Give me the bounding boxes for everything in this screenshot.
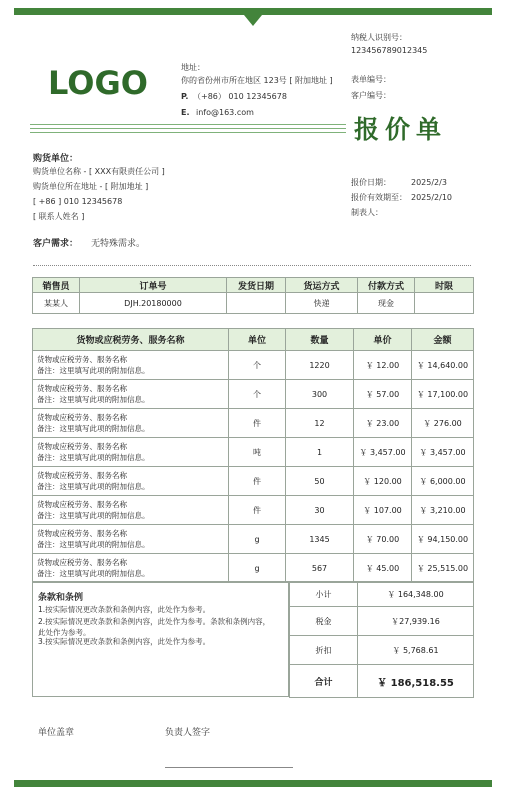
- order-header-ship-date: 发货日期: [227, 278, 286, 293]
- item-name: 货物或应税劳务、服务名称: [37, 500, 127, 509]
- item-price: ￥ 45.00: [354, 554, 412, 583]
- order-payment: 现金: [358, 293, 415, 314]
- order-term: [415, 293, 474, 314]
- maker-label: 制表人：: [351, 208, 383, 217]
- item-name: 货物或应税劳务、服务名称: [37, 355, 127, 364]
- order-header-term: 时限: [415, 278, 474, 293]
- item-unit: g: [229, 554, 286, 583]
- item-note: 备注：这里填写此项的附加信息。: [37, 424, 150, 433]
- item-qty: 1: [286, 438, 354, 467]
- order-salesperson: 某某人: [33, 293, 80, 314]
- items-header-unit: 单位: [229, 329, 286, 351]
- item-description: [33, 380, 229, 409]
- item-qty: 1345: [286, 525, 354, 554]
- table-row: [33, 554, 474, 583]
- item-description: [33, 467, 229, 496]
- item-unit: 件: [229, 467, 286, 496]
- item-amount: ￥ 6,000.00: [412, 467, 474, 496]
- total-label: 合计: [290, 665, 358, 698]
- seal-label: 单位盖章: [38, 728, 75, 738]
- item-note: 备注：这里填写此项的附加信息。: [37, 366, 150, 375]
- item-name: 货物或应税劳务、服务名称: [37, 529, 127, 538]
- order-shipping: 快递: [286, 293, 358, 314]
- requirement-label: 客户需求：: [33, 239, 79, 249]
- subtotal-label: 小计: [290, 582, 358, 607]
- item-amount: ￥ 3,210.00: [412, 496, 474, 525]
- table-row: [33, 380, 474, 409]
- item-name: 货物或应税劳务、服务名称: [37, 384, 127, 393]
- item-price: ￥ 70.00: [354, 525, 412, 554]
- items-header-amount: 金额: [412, 329, 474, 351]
- order-info-table: [32, 277, 474, 314]
- email-prefix: E.: [181, 108, 190, 117]
- company-email: info@163.com: [196, 108, 254, 117]
- subtotal-value: ￥ 164,348.00: [358, 582, 474, 607]
- valid-until-value: 2025/2/10: [411, 193, 453, 202]
- item-name: 货物或应税劳务、服务名称: [37, 558, 127, 567]
- valid-until-label: 报价有效期至：: [351, 193, 407, 202]
- item-amount: ￥ 14,640.00: [412, 351, 474, 380]
- item-description: [33, 554, 229, 583]
- terms-line-2: 2.按实际情况更改条款和条例内容，此处作为参考。条款和条例内容，此处作为参考。: [38, 617, 271, 637]
- buyer-name: 购货单位名称 - [ XXX有限责任公司 ]: [33, 167, 165, 176]
- item-note: 备注：这里填写此项的附加信息。: [37, 395, 150, 404]
- bottom-accent-bar: [14, 780, 492, 787]
- items-header-name: 货物或应税劳务、服务名称: [33, 329, 229, 351]
- item-name: 货物或应税劳务、服务名称: [37, 442, 127, 451]
- customer-number-label: 客户编号：: [351, 91, 391, 100]
- table-row: [33, 438, 474, 467]
- header-divider-2: [30, 128, 346, 129]
- item-amount: ￥ 276.00: [412, 409, 474, 438]
- signature-line: [165, 767, 293, 768]
- table-row: [33, 525, 474, 554]
- company-phone: （+86） 010 12345678: [193, 92, 287, 101]
- item-note: 备注：这里填写此项的附加信息。: [37, 540, 150, 549]
- totals-table: [289, 581, 474, 698]
- form-number-label: 表单编号：: [351, 75, 391, 84]
- item-note: 备注：这里填写此项的附加信息。: [37, 569, 150, 578]
- buyer-contact: [ 联系人姓名 ]: [33, 212, 85, 221]
- table-row: [33, 409, 474, 438]
- item-description: [33, 438, 229, 467]
- order-ship-date: [227, 293, 286, 314]
- item-description: [33, 496, 229, 525]
- requirement-divider: [33, 265, 471, 266]
- item-description: [33, 351, 229, 380]
- item-note: 备注：这里填写此项的附加信息。: [37, 511, 150, 520]
- order-header-payment: 付款方式: [358, 278, 415, 293]
- discount-value: ￥ 5,768.61: [358, 636, 474, 665]
- tax-id-value: 123456789012345: [351, 46, 428, 55]
- item-price: ￥ 120.00: [354, 467, 412, 496]
- item-note: 备注：这里填写此项的附加信息。: [37, 482, 150, 491]
- item-price: ￥ 23.00: [354, 409, 412, 438]
- item-price: ￥ 57.00: [354, 380, 412, 409]
- item-unit: 件: [229, 496, 286, 525]
- quote-date-label: 报价日期：: [351, 178, 391, 187]
- address-label: 地址：: [181, 63, 205, 72]
- tax-value: ￥27,939.16: [358, 607, 474, 636]
- item-unit: 个: [229, 380, 286, 409]
- item-description: [33, 525, 229, 554]
- item-amount: ￥ 25,515.00: [412, 554, 474, 583]
- items-header-qty: 数量: [286, 329, 354, 351]
- item-qty: 567: [286, 554, 354, 583]
- item-price: ￥ 12.00: [354, 351, 412, 380]
- buyer-address: 购货单位所在地址 - [ 附加地址 ]: [33, 182, 149, 191]
- item-qty: 1220: [286, 351, 354, 380]
- item-price: ￥ 3,457.00: [354, 438, 412, 467]
- top-notch-marker: [244, 15, 262, 26]
- item-qty: 30: [286, 496, 354, 525]
- terms-line-3: 3.按实际情况更改条款和条例内容，此处作为参考。: [38, 637, 211, 646]
- item-name: 货物或应税劳务、服务名称: [37, 471, 127, 480]
- order-header-shipping: 货运方式: [286, 278, 358, 293]
- item-description: [33, 409, 229, 438]
- tax-label: 税金: [290, 607, 358, 636]
- item-note: 备注：这里填写此项的附加信息。: [37, 453, 150, 462]
- order-header-salesperson: 销售员: [33, 278, 80, 293]
- item-unit: 吨: [229, 438, 286, 467]
- table-row: [33, 351, 474, 380]
- item-qty: 300: [286, 380, 354, 409]
- item-name: 货物或应税劳务、服务名称: [37, 413, 127, 422]
- item-unit: g: [229, 525, 286, 554]
- items-header-price: 单价: [354, 329, 412, 351]
- item-qty: 12: [286, 409, 354, 438]
- order-header-order-no: 订单号: [80, 278, 227, 293]
- item-qty: 50: [286, 467, 354, 496]
- order-number: DJH.20180000: [80, 293, 227, 314]
- total-value: ￥ 186,518.55: [358, 665, 474, 698]
- requirement-value: 无特殊需求。: [91, 239, 146, 249]
- item-amount: ￥ 3,457.00: [412, 438, 474, 467]
- top-accent-bar: [14, 8, 492, 15]
- buyer-heading: 购货单位：: [33, 154, 79, 164]
- buyer-phone: [ +86 ] 010 12345678: [33, 197, 123, 206]
- items-table: [32, 328, 474, 583]
- signature-label: 负责人签字: [165, 728, 211, 738]
- document-title: 报价单: [354, 115, 448, 144]
- table-row: [33, 496, 474, 525]
- company-logo: LOGO: [48, 64, 148, 102]
- item-amount: ￥ 94,150.00: [412, 525, 474, 554]
- company-address: 你的省份州市所在地区 123号 [ 附加地址 ]: [181, 76, 333, 85]
- quote-date-value: 2025/2/3: [411, 178, 447, 187]
- terms-line-1: 1.按实际情况更改条款和条例内容，此处作为参考。: [38, 605, 211, 614]
- header-divider-3: [30, 132, 346, 133]
- phone-prefix: P.: [181, 92, 189, 101]
- tax-id-label: 纳税人识别号：: [351, 33, 407, 42]
- item-price: ￥ 107.00: [354, 496, 412, 525]
- table-row: [33, 467, 474, 496]
- discount-label: 折扣: [290, 636, 358, 665]
- item-amount: ￥ 17,100.00: [412, 380, 474, 409]
- item-unit: 件: [229, 409, 286, 438]
- terms-heading: 条款和条例: [38, 593, 84, 603]
- header-divider-1: [30, 124, 346, 125]
- item-unit: 个: [229, 351, 286, 380]
